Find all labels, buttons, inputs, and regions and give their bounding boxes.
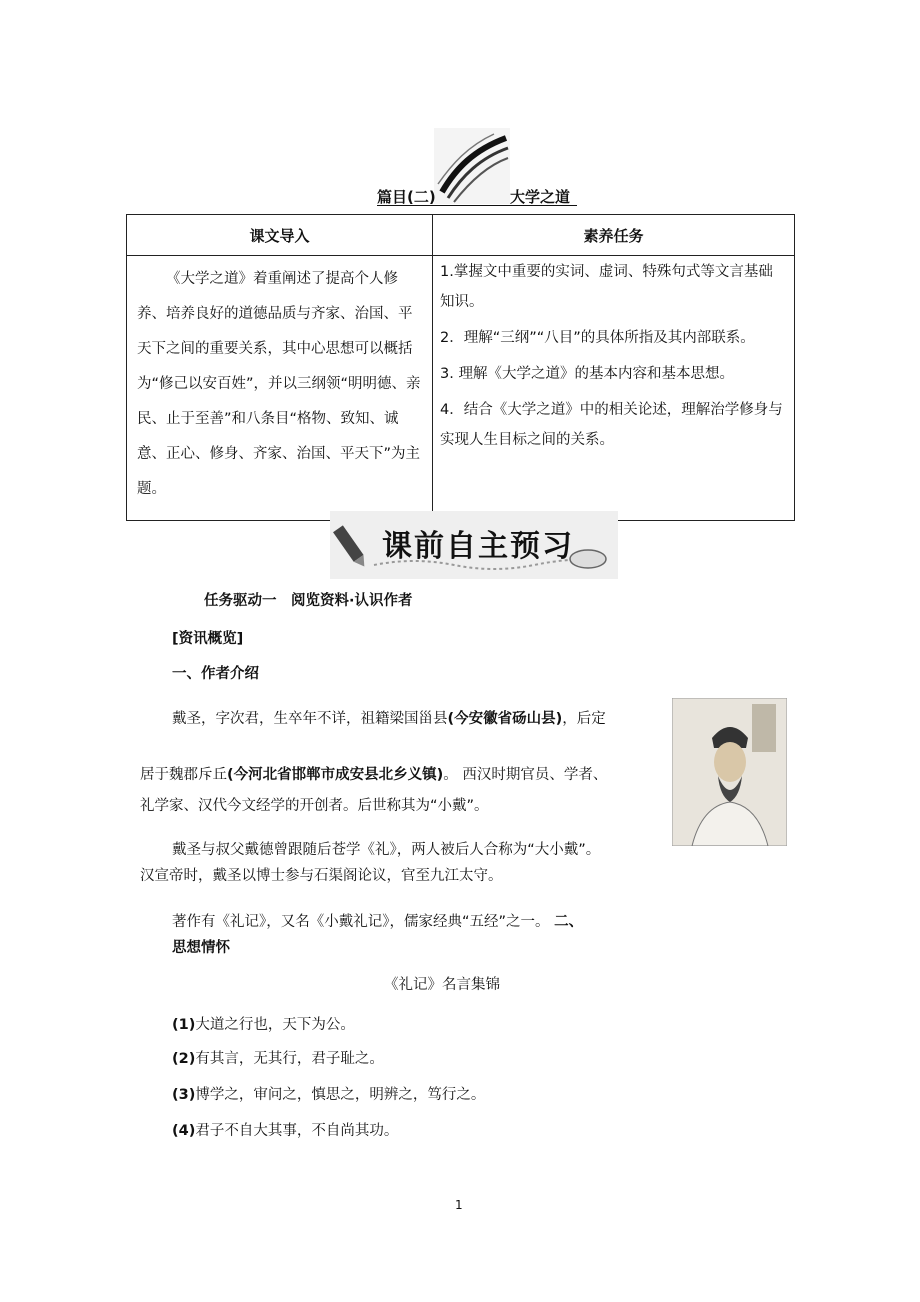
quote-item: (1)大道之行也，天下为公。: [172, 1017, 355, 1033]
author-para-line4: 戴圣与叔父戴德曾跟随后苍学《礼》，两人被后人合称为“大小戴”。: [172, 842, 601, 858]
tasks-header: 素养任务: [433, 215, 795, 256]
quote-item: (4)君子不自大其事，不自尚其功。: [172, 1123, 399, 1139]
tasks-list: [433, 256, 795, 521]
author-heading: 一、作者介绍: [172, 666, 259, 682]
task-title: 任务驱动一 阅览资料·认识作者: [204, 593, 413, 609]
works-para: 著作有《礼记》，又名《小戴礼记》，儒家经典“五经”之一。 二、: [172, 914, 584, 930]
thought-heading: 思想情怀: [172, 940, 230, 956]
section-banner: [330, 511, 618, 579]
author-portrait: [672, 698, 787, 846]
intro-header: 课文导入: [127, 215, 433, 256]
task-item: 1.掌握文中重要的实词、虚词、特殊句式等文言基础知识。: [440, 264, 773, 310]
intro-text: 《大学之道》着重阐述了提高个人修养、培养良好的道德品质与齐家、治国、平天下之间的重要关系，其中心思想可以概括为“修己以安百姓”，并以三纲领“明明德、亲民、止于至善”和八条目“格物、致知、诚意、正心、修身、齐家、治国、平天下”为主题。: [127, 256, 433, 521]
quote-item: (3)博学之，审问之，慎思之，明辨之，笃行之。: [172, 1087, 486, 1103]
title-chapter: 篇目(二): [377, 188, 436, 206]
intro-table: [126, 214, 795, 521]
task-item: 3. 理解《大学之道》的基本内容和基本思想。: [440, 366, 734, 382]
quote-item: (2)有其言，无其行，君子耻之。: [172, 1051, 384, 1067]
title-underline: [377, 205, 577, 206]
author-para-line2: 居于魏郡斥丘(今河北省邯郸市成安县北乡义镇)。 西汉时期官员、学者、: [140, 767, 608, 783]
page-number: 1: [455, 1198, 463, 1212]
title-text: 大学之道: [510, 188, 571, 206]
quotes-title: 《礼记》名言集锦: [384, 977, 500, 993]
author-para-line3: 礼学家、汉代今文经学的开创者。后世称其为“小戴”。: [140, 798, 489, 814]
task-item: 4．结合《大学之道》中的相关论述，理解治学修身与实现人生目标之间的关系。: [440, 402, 783, 448]
banner-title: 课前自主预习: [382, 529, 574, 564]
page-title: [0, 186, 920, 210]
overview-label: [资讯概览]: [172, 631, 244, 647]
author-para-line1: 戴圣，字次君，生卒年不详，祖籍梁国甾县(今安徽省砀山县)，后定: [172, 711, 606, 727]
task-item: 2．理解“三纲”“八目”的具体所指及其内部联系。: [440, 330, 755, 346]
author-para-line5: 汉宣帝时，戴圣以博士参与石渠阁论议，官至九江太守。: [140, 868, 503, 884]
